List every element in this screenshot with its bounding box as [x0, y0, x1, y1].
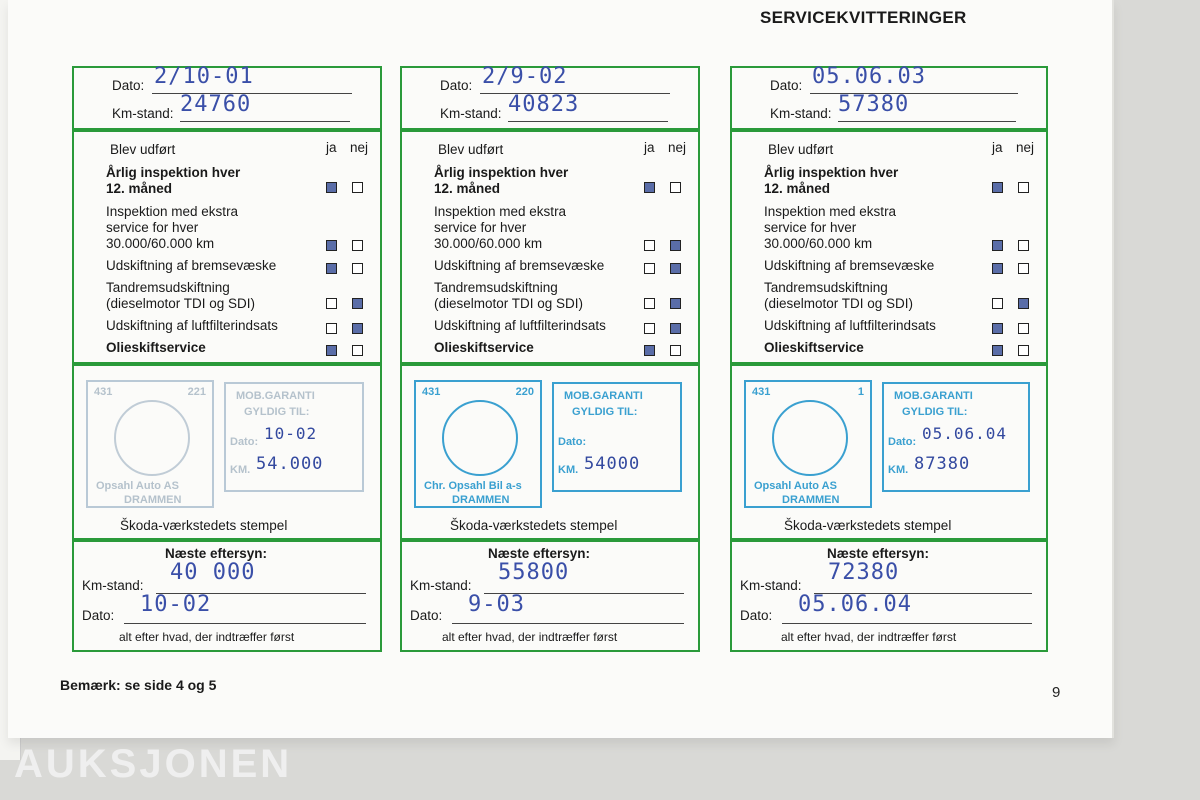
date-km-box [730, 66, 1048, 130]
yes-header: ja [992, 140, 1003, 155]
checklist-box [72, 130, 382, 364]
date-handwritten: 2/9-02 [482, 64, 568, 89]
page-number: 9 [1052, 684, 1061, 701]
stamp-box [72, 364, 382, 540]
no-header: nej [668, 140, 687, 155]
next-km-label: Km-stand: [410, 578, 472, 593]
receipt-column [400, 0, 700, 700]
next-service-title: Næste eftersyn: [488, 546, 591, 561]
warranty-subtitle: GYLDIG TIL: [244, 406, 310, 418]
no-checkbox[interactable] [352, 345, 363, 356]
warranty-date-handwritten: 10-02 [264, 424, 318, 443]
warranty-stamp [552, 382, 682, 492]
no-checkbox[interactable] [1018, 240, 1029, 251]
performed-label: Blev udført [110, 142, 176, 157]
warranty-km-label: KM. [230, 464, 251, 476]
whichever-first-note: alt efter hvad, der indtræffer først [442, 630, 618, 644]
km-label: Km-stand: [770, 106, 832, 121]
next-date-line [124, 623, 366, 624]
warranty-stamp [224, 382, 364, 492]
dealer-stamp [744, 380, 872, 508]
next-km-handwritten: 72380 [828, 560, 900, 585]
yes-checkbox[interactable] [326, 182, 337, 193]
checklist-item-label: Tandremsudskiftning [106, 280, 230, 295]
no-header: nej [1016, 140, 1035, 155]
next-date-handwritten: 05.06.04 [798, 592, 912, 617]
next-date-label: Dato: [410, 608, 443, 623]
checklist-item-label: Årlig inspektion hver [106, 165, 241, 180]
stamp-dealer-number: 431 [422, 386, 441, 398]
checklist-item-label: (dieselmotor TDI og SDI) [764, 296, 914, 311]
yes-checkbox[interactable] [992, 345, 1003, 356]
warranty-km-handwritten: 87380 [914, 454, 971, 474]
skoda-logo-icon [772, 400, 848, 476]
stamp-dealer-number: 431 [94, 386, 113, 398]
km-line [508, 121, 668, 122]
checklist-item-label: Udskiftning af luftfilterindsats [106, 318, 278, 333]
skoda-logo-icon [442, 400, 518, 476]
no-header: nej [350, 140, 369, 155]
no-checkbox[interactable] [670, 345, 681, 356]
warranty-title: MOB.GARANTI [894, 390, 973, 402]
no-checkbox[interactable] [352, 182, 363, 193]
km-line [838, 121, 1016, 122]
receipt-column [72, 0, 382, 700]
no-checkbox[interactable] [670, 323, 681, 334]
warranty-km-label: KM. [558, 464, 579, 476]
yes-header: ja [644, 140, 655, 155]
checklist-box [730, 130, 1048, 364]
yes-checkbox[interactable] [644, 182, 655, 193]
checklist-item-label: (dieselmotor TDI og SDI) [106, 296, 256, 311]
stamp-box [730, 364, 1048, 540]
km-handwritten: 57380 [838, 92, 910, 117]
checklist-item-label: Årlig inspektion hver [764, 165, 899, 180]
yes-checkbox[interactable] [326, 263, 337, 274]
checklist-item-label: Olieskiftservice [764, 340, 864, 355]
warranty-date-label: Dato: [888, 436, 917, 448]
checklist-item-label: Tandremsudskiftning [764, 280, 888, 295]
no-checkbox[interactable] [352, 298, 363, 309]
checklist-item-label: Inspektion med ekstra [106, 204, 239, 219]
stamp-number: 1 [857, 386, 864, 398]
stamp-dealer-name: Opsahl Auto AS [754, 480, 837, 492]
checklist-item-label: Tandremsudskiftning [434, 280, 558, 295]
no-checkbox[interactable] [1018, 298, 1029, 309]
stamp-city: DRAMMEN [124, 494, 182, 506]
stamp-city: DRAMMEN [452, 494, 510, 506]
date-handwritten: 05.06.03 [812, 64, 926, 89]
stamp-number: 221 [187, 386, 206, 398]
no-checkbox[interactable] [1018, 345, 1029, 356]
yes-checkbox[interactable] [644, 345, 655, 356]
yes-checkbox[interactable] [326, 240, 337, 251]
km-label: Km-stand: [112, 106, 174, 121]
no-checkbox[interactable] [1018, 323, 1029, 334]
checklist-item-label: service for hver [106, 220, 199, 235]
checklist-item-label: 12. måned [106, 181, 173, 196]
yes-checkbox[interactable] [644, 240, 655, 251]
skoda-logo-icon [114, 400, 190, 476]
km-handwritten: 40823 [508, 92, 580, 117]
warranty-km-handwritten: 54.000 [256, 454, 324, 474]
date-label: Dato: [770, 78, 803, 93]
next-service-title: Næste eftersyn: [165, 546, 268, 561]
checklist-item-label: (dieselmotor TDI og SDI) [434, 296, 584, 311]
checklist-item-label: Udskiftning af bremsevæske [106, 258, 277, 273]
no-checkbox[interactable] [670, 240, 681, 251]
stamp-city: DRAMMEN [782, 494, 840, 506]
yes-checkbox[interactable] [326, 345, 337, 356]
stamp-box [400, 364, 700, 540]
checklist-item-label: Olieskiftservice [106, 340, 206, 355]
dealer-stamp [86, 380, 214, 508]
warranty-subtitle: GYLDIG TIL: [572, 406, 638, 418]
checklist-item-label: Olieskiftservice [434, 340, 534, 355]
no-checkbox[interactable] [670, 298, 681, 309]
warranty-date-handwritten: 05.06.04 [922, 424, 1008, 443]
no-checkbox[interactable] [352, 263, 363, 274]
yes-checkbox[interactable] [326, 323, 337, 334]
page-title: SERVICEKVITTERINGER [760, 8, 967, 27]
performed-label: Blev udført [438, 142, 504, 157]
next-km-label: Km-stand: [82, 578, 144, 593]
checklist-item-label: Udskiftning af luftfilterindsats [434, 318, 606, 333]
yes-checkbox[interactable] [992, 323, 1003, 334]
footer-note: Bemærk: se side 4 og 5 [60, 677, 217, 693]
date-km-box [72, 66, 382, 130]
yes-checkbox[interactable] [326, 298, 337, 309]
warranty-stamp [882, 382, 1030, 492]
warranty-subtitle: GYLDIG TIL: [902, 406, 968, 418]
warranty-title: MOB.GARANTI [236, 390, 315, 402]
checklist-item-label: Udskiftning af bremsevæske [764, 258, 935, 273]
checklist-item-label: Udskiftning af luftfilterindsats [764, 318, 936, 333]
checklist-item-label: service for hver [764, 220, 857, 235]
warranty-date-label: Dato: [230, 436, 259, 448]
no-checkbox[interactable] [1018, 263, 1029, 274]
next-service-box [730, 540, 1048, 652]
yes-checkbox[interactable] [644, 263, 655, 274]
stamp-caption: Škoda-værkstedets stempel [120, 518, 288, 533]
stamp-dealer-name: Chr. Opsahl Bil a-s [424, 480, 522, 492]
date-label: Dato: [440, 78, 473, 93]
km-label: Km-stand: [440, 106, 502, 121]
date-handwritten: 2/10-01 [154, 64, 254, 89]
checklist-item-label: Inspektion med ekstra [764, 204, 897, 219]
watermark-logo: AUKSJONEN [14, 742, 293, 786]
yes-checkbox[interactable] [992, 298, 1003, 309]
yes-header: ja [326, 140, 337, 155]
no-checkbox[interactable] [352, 240, 363, 251]
stamp-dealer-name: Opsahl Auto AS [96, 480, 179, 492]
checklist-item-label: service for hver [434, 220, 527, 235]
stamp-caption: Škoda-værkstedets stempel [784, 518, 952, 533]
whichever-first-note: alt efter hvad, der indtræffer først [119, 630, 295, 644]
next-date-label: Dato: [740, 608, 773, 623]
date-km-box [400, 66, 700, 130]
warranty-title: MOB.GARANTI [564, 390, 643, 402]
yes-checkbox[interactable] [992, 240, 1003, 251]
no-checkbox[interactable] [1018, 182, 1029, 193]
yes-checkbox[interactable] [644, 323, 655, 334]
next-service-box [72, 540, 382, 652]
km-line [180, 121, 350, 122]
date-label: Dato: [112, 78, 145, 93]
next-date-line [782, 623, 1032, 624]
checklist-item-label: Årlig inspektion hver [434, 165, 569, 180]
next-service-box [400, 540, 700, 652]
checklist-item-label: 12. måned [434, 181, 501, 196]
yes-checkbox[interactable] [644, 298, 655, 309]
next-date-line [452, 623, 684, 624]
stamp-number: 220 [515, 386, 534, 398]
warranty-date-label: Dato: [558, 436, 587, 448]
next-km-handwritten: 55800 [498, 560, 570, 585]
yes-checkbox[interactable] [992, 182, 1003, 193]
no-checkbox[interactable] [352, 323, 363, 334]
stamp-dealer-number: 431 [752, 386, 771, 398]
warranty-km-label: KM. [888, 464, 909, 476]
dealer-stamp [414, 380, 542, 508]
next-km-handwritten: 40 000 [170, 560, 256, 585]
checklist-item-label: Inspektion med ekstra [434, 204, 567, 219]
whichever-first-note: alt efter hvad, der indtræffer først [781, 630, 957, 644]
km-handwritten: 24760 [180, 92, 252, 117]
yes-checkbox[interactable] [992, 263, 1003, 274]
receipt-column [730, 0, 1048, 700]
checklist-item-label: 12. måned [764, 181, 831, 196]
checklist-item-label: 30.000/60.000 km [434, 236, 543, 251]
next-date-label: Dato: [82, 608, 115, 623]
checklist-item-label: 30.000/60.000 km [106, 236, 215, 251]
stamp-caption: Škoda-værkstedets stempel [450, 518, 618, 533]
performed-label: Blev udført [768, 142, 834, 157]
checklist-item-label: 30.000/60.000 km [764, 236, 873, 251]
next-date-handwritten: 10-02 [140, 592, 212, 617]
warranty-km-handwritten: 54000 [584, 454, 641, 474]
no-checkbox[interactable] [670, 182, 681, 193]
next-km-label: Km-stand: [740, 578, 802, 593]
next-service-title: Næste eftersyn: [827, 546, 930, 561]
checklist-box [400, 130, 700, 364]
next-date-handwritten: 9-03 [468, 592, 525, 617]
no-checkbox[interactable] [670, 263, 681, 274]
checklist-item-label: Udskiftning af bremsevæske [434, 258, 605, 273]
